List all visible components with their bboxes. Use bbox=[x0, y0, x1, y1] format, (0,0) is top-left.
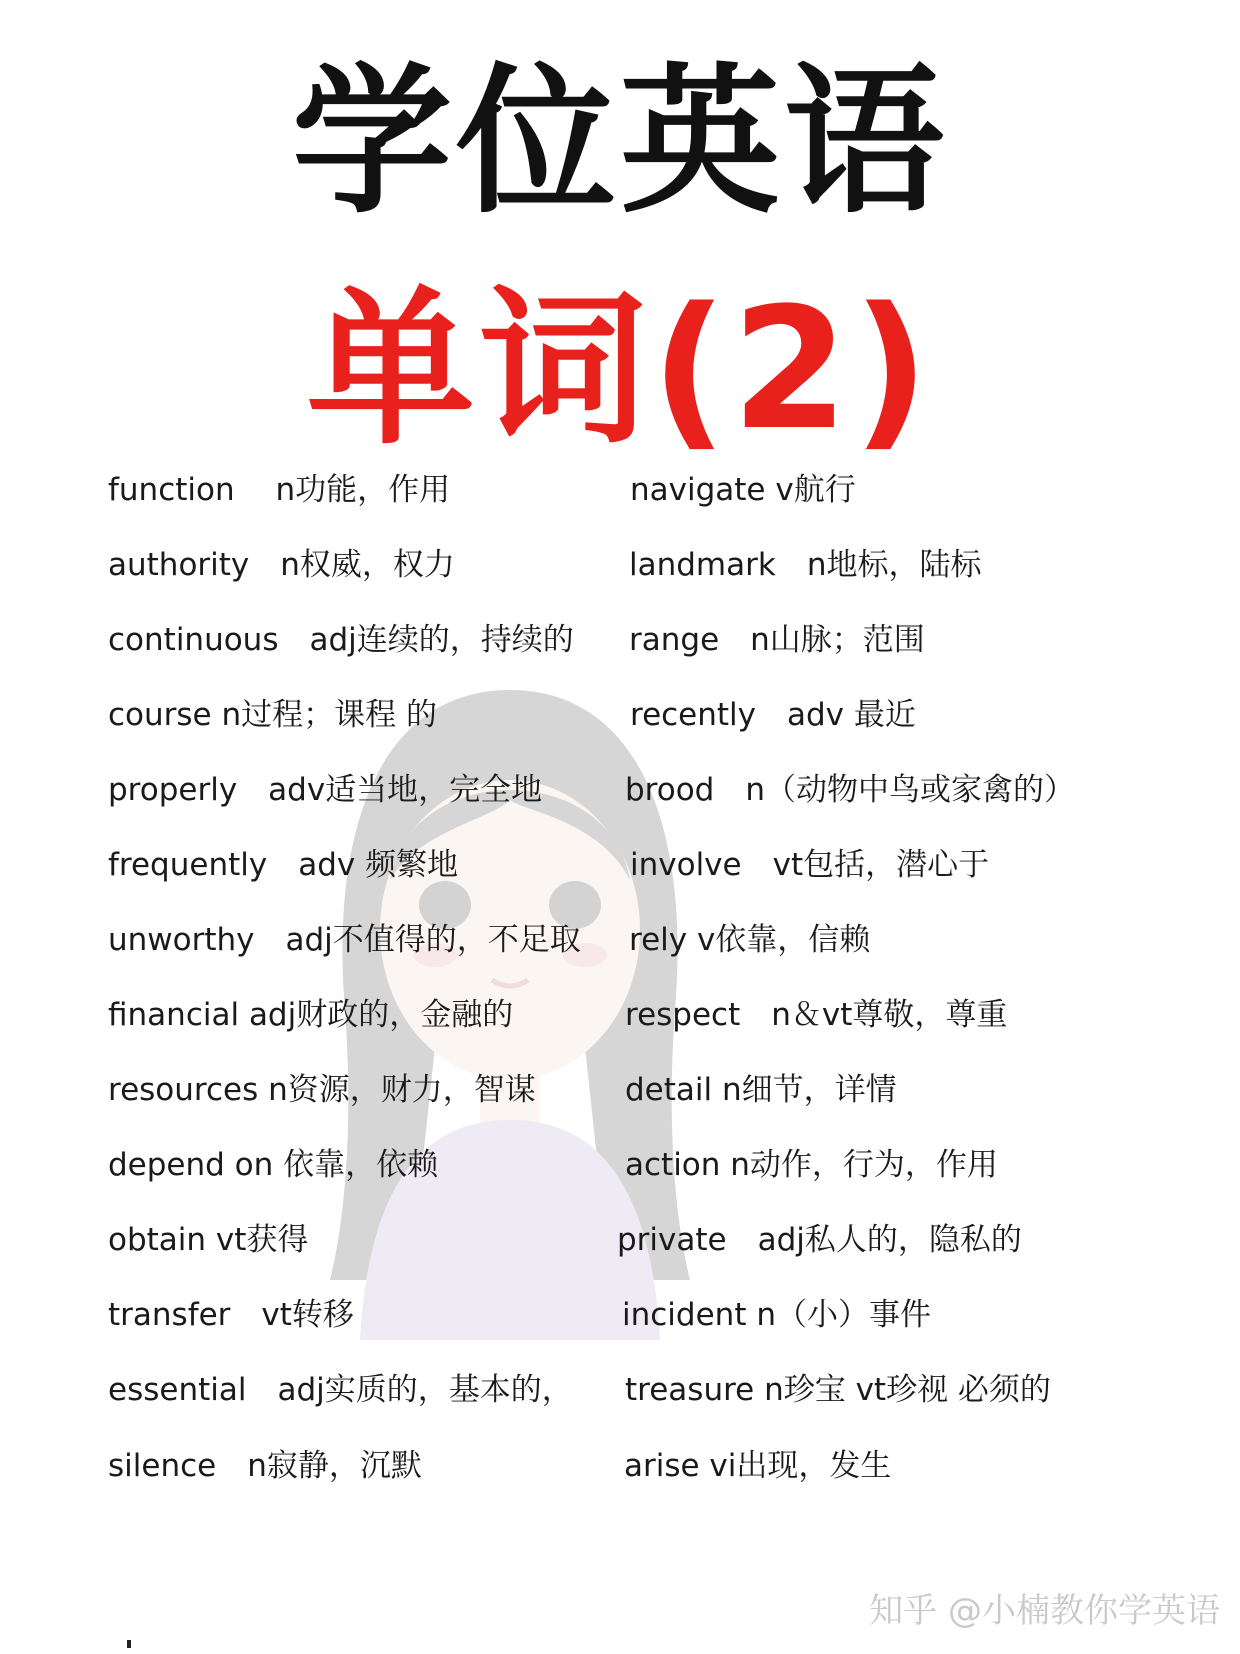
vocab-entry: treasure n珍宝 vt珍视 必须的 bbox=[625, 1372, 1051, 1408]
vocab-entry: arise vi出现，发生 bbox=[624, 1448, 892, 1484]
vocab-entry: rely v依靠，信赖 bbox=[629, 922, 871, 958]
zhihu-watermark: 知乎 @小楠教你学英语 bbox=[869, 1591, 1220, 1631]
vocab-entry: incident n（小）事件 bbox=[622, 1297, 931, 1333]
vocab-entry: resources n资源，财力，智谋 bbox=[108, 1072, 536, 1108]
vocab-entry: recently adv 最近 bbox=[630, 697, 916, 733]
vocab-entry: continuous adj连续的，持续的 bbox=[108, 622, 574, 658]
vocab-entry: course n过程；课程 的 bbox=[108, 697, 437, 733]
vocab-entry: navigate v航行 bbox=[630, 472, 856, 508]
vocab-entry: involve vt包括，潜心于 bbox=[630, 847, 990, 883]
vocab-entry: function n功能，作用 bbox=[108, 472, 451, 508]
vocab-entry: transfer vt转移 bbox=[108, 1297, 354, 1333]
vocab-entry: respect n＆vt尊敬，尊重 bbox=[625, 997, 1008, 1033]
stray-mark bbox=[127, 1640, 131, 1648]
page-subtitle: 单词(2) bbox=[306, 271, 934, 467]
vocab-entry: landmark n地标，陆标 bbox=[629, 547, 982, 583]
vocab-entry: unworthy adj不值得的，不足取 bbox=[108, 922, 581, 958]
vocab-entry: authority n权威，权力 bbox=[108, 547, 455, 583]
page-title: 学位英语 bbox=[291, 48, 948, 235]
vocab-entry: silence n寂静，沉默 bbox=[108, 1448, 422, 1484]
vocab-entry: detail n细节，详情 bbox=[625, 1072, 897, 1108]
vocab-entry: essential adj实质的，基本的， bbox=[108, 1372, 573, 1408]
vocab-entry: properly adv适当地，完全地 bbox=[108, 772, 543, 808]
vocab-entry: obtain vt获得 bbox=[108, 1222, 309, 1258]
vocab-entry: range n山脉；范围 bbox=[629, 622, 925, 658]
vocab-entry: frequently adv 频繁地 bbox=[108, 847, 459, 883]
vocab-entry: depend on 依靠，依赖 bbox=[108, 1147, 439, 1183]
vocab-entry: brood n（动物中鸟或家禽的） bbox=[625, 772, 1075, 808]
vocab-entry: private adj私人的，隐私的 bbox=[617, 1222, 1022, 1258]
vocab-entry: financial adj财政的，金融的 bbox=[108, 997, 514, 1033]
vocab-entry: action n动作，行为，作用 bbox=[625, 1147, 998, 1183]
